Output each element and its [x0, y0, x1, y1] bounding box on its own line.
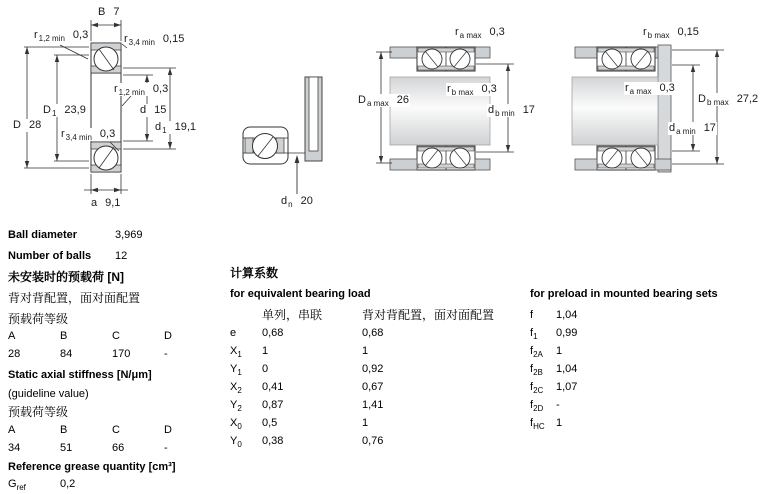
dim-subscript: 1,2 min	[118, 88, 145, 97]
class-header-c: C	[112, 330, 120, 342]
dim-value: 0,15	[162, 33, 185, 45]
dim-label-ra-pair-b	[624, 82, 676, 95]
factor-value: 1	[556, 345, 563, 357]
preload-values-row	[8, 348, 168, 361]
ball-diameter-value: 3,969	[115, 229, 143, 241]
dim-symbol: r	[455, 26, 459, 38]
calc-row-e	[230, 327, 383, 340]
class-header-d: D	[164, 424, 172, 436]
preload-unmounted-header: 未安装时的预载荷 [N]	[8, 270, 124, 284]
factor-symbol: Y	[230, 399, 238, 411]
factor-subscript: 1	[533, 332, 538, 341]
calc-row-x2	[230, 381, 383, 394]
number-of-balls-label: Number of balls	[8, 250, 92, 262]
factor-value-1: 0,41	[262, 381, 284, 393]
dim-value: 20	[300, 195, 313, 207]
dim-value: 0,3	[99, 128, 116, 140]
factor-value-2: 1,41	[362, 399, 384, 411]
stiffness-value-a: 34	[8, 442, 21, 454]
factor-symbol: f	[530, 363, 534, 375]
drawing-shaft-abutment	[243, 77, 322, 194]
factor-value-2: 1	[362, 345, 369, 357]
factor-value-2: 1	[362, 417, 369, 429]
preload-row-f1	[530, 327, 577, 340]
dim-symbol: r	[447, 83, 451, 95]
factor-symbol: X	[230, 345, 238, 357]
factor-value: 1,07	[556, 381, 578, 393]
factor-symbol: X	[230, 381, 238, 393]
dim-symbol: B	[98, 6, 106, 18]
grease-value: 0,2	[60, 478, 76, 490]
dim-value: 0,3	[72, 29, 89, 41]
factor-value: 1	[556, 417, 563, 429]
dim-subscript: b max	[451, 88, 474, 97]
dim-label-r34-mid	[60, 128, 116, 141]
dim-symbol: r	[34, 29, 38, 41]
stiffness-class-subtitle: 预载荷等级	[8, 405, 69, 419]
dim-value: 15	[154, 104, 167, 116]
dim-symbol: d	[669, 122, 676, 134]
drawing-mounted-pair-b	[572, 45, 724, 172]
preload-row-f2c	[530, 381, 577, 394]
grease-subscript: ref	[16, 483, 26, 492]
dim-value: 0,3	[481, 83, 497, 95]
dim-label-r12-mid	[113, 83, 169, 96]
dim-symbol: a	[91, 197, 98, 209]
factor-symbol: f	[530, 417, 534, 429]
dim-subscript: 1	[162, 126, 167, 135]
calc-row-x1	[230, 345, 368, 358]
number-of-balls-row	[8, 250, 127, 263]
dim-label-ra-pair-a	[455, 26, 505, 39]
dim-label-Db	[697, 93, 759, 106]
class-header-b: B	[60, 424, 68, 436]
dim-label-d	[139, 104, 167, 117]
calc-row-y0	[230, 435, 383, 448]
stiffness-class-header-row	[8, 424, 172, 437]
grease-quantity-row	[8, 478, 75, 491]
preload-row-f2b	[530, 363, 577, 376]
stiffness-value-c: 66	[112, 442, 125, 454]
dim-subscript: a min	[676, 127, 696, 136]
class-header-a: A	[8, 330, 16, 342]
dim-symbol: D	[358, 94, 366, 106]
preload-value-b: 84	[60, 348, 73, 360]
dim-label-b	[98, 6, 119, 19]
factor-value-2: 0,76	[362, 435, 384, 447]
dim-label-da	[668, 122, 717, 135]
class-header-d: D	[164, 330, 172, 342]
factor-value-1: 0	[262, 363, 269, 375]
dim-label-rb-pair-a	[446, 83, 498, 96]
dim-value: 0,3	[152, 83, 169, 95]
dim-value: 19,1	[174, 121, 196, 133]
ball	[253, 134, 278, 159]
factor-symbol: e	[230, 327, 237, 339]
dim-symbol: D	[698, 93, 706, 105]
factor-value: 0,99	[556, 327, 578, 339]
factor-symbol: f	[530, 345, 534, 357]
dim-label-Da	[357, 94, 410, 107]
class-header-b: B	[60, 330, 68, 342]
dim-symbol: D	[13, 119, 21, 131]
dim-value: 0,15	[677, 26, 699, 38]
calc-row-y2	[230, 399, 383, 412]
dim-subscript: b max	[647, 31, 670, 40]
factor-subscript: 2	[237, 404, 242, 413]
factor-value-1: 0,5	[262, 417, 278, 429]
factor-symbol: Y	[230, 435, 238, 447]
preload-row-f2a	[530, 345, 562, 358]
preload-factors-title: for preload in mounted bearing sets	[530, 288, 718, 300]
factor-subscript: 1	[237, 368, 242, 377]
dim-label-D	[12, 119, 42, 132]
factor-subscript: 2A	[533, 350, 543, 359]
factor-subscript: 2D	[533, 404, 544, 413]
factor-subscript: 2	[237, 386, 242, 395]
dim-symbol: d	[281, 195, 288, 207]
dim-label-r12-top	[34, 29, 88, 42]
dim-value: 28	[28, 119, 42, 131]
preload-row-f2d	[530, 399, 560, 412]
dim-label-rb-pair-b	[643, 26, 699, 39]
dim-label-a	[91, 197, 120, 210]
calc-col2-header: 背对背配置，面对面配置	[362, 308, 495, 322]
dim-label-r34-top	[124, 33, 184, 46]
dim-symbol: D	[43, 104, 51, 116]
factor-value-1: 1	[262, 345, 269, 357]
dim-symbol: d	[140, 104, 147, 116]
dim-subscript: 3,4 min	[65, 133, 92, 142]
preload-row-fhc	[530, 417, 562, 430]
stiffness-header: Static axial stiffness [N/μm]	[8, 369, 152, 381]
calc-row-y1	[230, 363, 383, 376]
dim-label-dn	[281, 195, 313, 208]
dim-value: 0,3	[489, 26, 505, 38]
factor-value: -	[556, 399, 560, 411]
factor-symbol: f	[530, 381, 534, 393]
preload-value-c: 170	[112, 348, 131, 360]
dim-value: 17	[703, 122, 716, 134]
factor-subscript: HC	[533, 422, 545, 431]
factor-subscript: 2C	[533, 386, 544, 395]
dim-label-D1	[42, 104, 87, 117]
stiffness-value-b: 51	[60, 442, 73, 454]
dim-symbol: r	[643, 26, 647, 38]
dim-value: 23,9	[64, 104, 86, 116]
dim-symbol: r	[124, 33, 128, 45]
factor-value-2: 0,68	[362, 327, 384, 339]
calc-factors-subtitle: for equivalent bearing load	[230, 288, 371, 300]
factor-symbol: f	[530, 309, 534, 321]
dim-symbol: d	[155, 121, 162, 133]
factor-symbol: Y	[230, 363, 238, 375]
dim-subscript: a max	[629, 87, 652, 96]
factor-value-2: 0,92	[362, 363, 384, 375]
dim-subscript: b max	[706, 98, 729, 107]
dim-value: 0,3	[659, 82, 675, 94]
preload-class-subtitle: 预载荷等级	[8, 312, 69, 326]
calc-factors-title: 计算系数	[230, 266, 279, 280]
factor-value-1: 0,87	[262, 399, 284, 411]
grease-quantity-header: Reference grease quantity [cm³]	[8, 461, 176, 473]
dim-symbol: r	[625, 82, 629, 94]
dim-subscript: 1,2 min	[38, 34, 65, 43]
calc-col1-header: 单列，串联	[262, 308, 323, 322]
dim-label-db	[487, 104, 536, 117]
dim-value: 7	[113, 6, 120, 18]
stiffness-values-row	[8, 442, 168, 455]
dim-symbol: d	[488, 104, 495, 116]
factor-value-2: 0,67	[362, 381, 384, 393]
preload-arrangement-subtitle: 背对背配置，面对面配置	[8, 291, 141, 305]
dim-symbol: r	[114, 83, 118, 95]
number-of-balls-value: 12	[115, 250, 128, 262]
ball-diameter-label: Ball diameter	[8, 229, 78, 241]
dim-subscript: b min	[495, 109, 515, 118]
preload-class-header-row	[8, 330, 172, 343]
dim-subscript: n	[288, 200, 293, 209]
class-header-a: A	[8, 424, 16, 436]
stiffness-value-d: -	[164, 442, 168, 454]
dim-value: 26	[396, 94, 409, 106]
dim-symbol: r	[61, 128, 65, 140]
dim-value: 27,2	[736, 93, 759, 105]
dim-subscript: a max	[459, 31, 482, 40]
factor-value-1: 0,38	[262, 435, 284, 447]
dim-label-d1	[154, 121, 197, 134]
dim-subscript: a max	[366, 99, 389, 108]
factor-symbol: f	[530, 327, 534, 339]
dim-subscript: 1	[51, 109, 57, 118]
preload-value-a: 28	[8, 348, 21, 360]
factor-subscript: 1	[237, 350, 242, 359]
dim-value: 17	[522, 104, 535, 116]
factor-subscript: 0	[237, 422, 242, 431]
calc-row-x0	[230, 417, 368, 430]
factor-value-1: 0,68	[262, 327, 284, 339]
preload-value-d: -	[164, 348, 168, 360]
preload-row-f	[530, 309, 577, 322]
calc-column-headers	[262, 308, 494, 323]
ball-diameter-row	[8, 229, 143, 242]
class-header-c: C	[112, 424, 120, 436]
factor-symbol: f	[530, 399, 534, 411]
grease-symbol: G	[8, 478, 17, 490]
factor-value: 1,04	[556, 363, 578, 375]
factor-symbol: X	[230, 417, 238, 429]
dim-subscript: 3,4 min	[128, 38, 155, 47]
factor-value: 1,04	[556, 309, 578, 321]
stiffness-guideline-note: (guideline value)	[8, 388, 89, 400]
factor-subscript: 2B	[533, 368, 543, 377]
factor-subscript: 0	[237, 440, 242, 449]
dim-value: 9,1	[105, 197, 121, 209]
